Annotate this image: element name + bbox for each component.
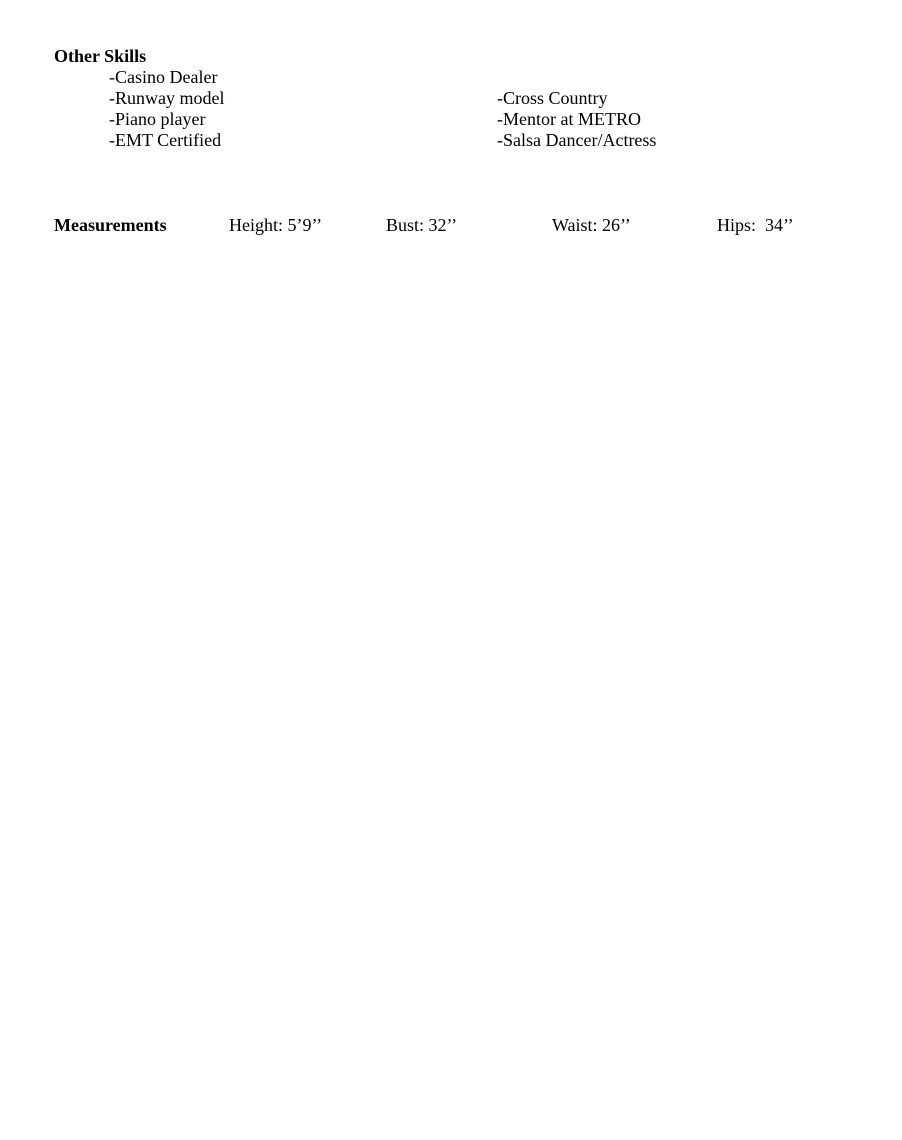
measurement-height: Height: 5’9’’: [229, 215, 323, 235]
other-skills-heading: Other Skills: [54, 46, 147, 66]
skill-item: -Piano player: [109, 109, 206, 129]
skill-item: -Runway model: [109, 88, 225, 108]
measurement-bust: Bust: 32’’: [386, 215, 458, 235]
skill-item: -Mentor at METRO: [497, 109, 641, 129]
measurements-heading: Measurements: [54, 215, 167, 235]
skill-item: -EMT Certified: [109, 130, 222, 150]
skill-item: -Cross Country: [497, 88, 608, 108]
measurement-hips: Hips: 34’’: [717, 215, 794, 235]
measurement-waist: Waist: 26’’: [552, 215, 631, 235]
skill-item: -Casino Dealer: [109, 67, 218, 87]
skill-item: -Salsa Dancer/Actress: [497, 130, 657, 150]
